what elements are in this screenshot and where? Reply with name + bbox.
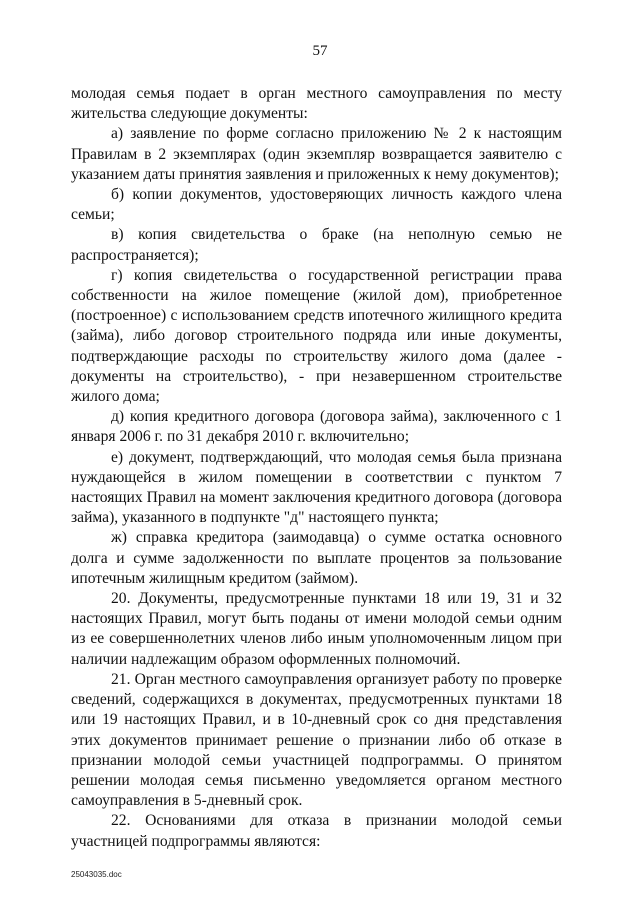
paragraph-item-d: д) копия кредитного договора (договора займа), заключенного с 1 января 2006 г. по 31 декабря 2010 г. включительно;	[71, 408, 562, 446]
paragraph-intro: молодая семья подает в орган местного самоуправления по месту жительства следующие документы:	[71, 85, 562, 123]
paragraph-item-e: е) документ, подтверждающий, что молодая семья была признана нуждающейся в жилом помещении в соответствии с пунктом 7 настоящих Правил на момент заключения кредитного договора (договора займа), указанного в подпункте "д" настоящего пункта;	[71, 448, 562, 527]
paragraph-item-b: б) копии документов, удостоверяющих личность каждого члена семьи;	[71, 186, 562, 224]
paragraph-clause-20: 20. Документы, предусмотренные пунктами 18 или 19, 31 и 32 настоящих Правил, могут быть поданы от имени молодой семьи одним из ее совершеннолетних членов либо иным уполномоченным лицом при наличии надлежащим образом оформленных полномочий.	[71, 590, 562, 668]
paragraph-item-g: г) копия свидетельства о государственной регистрации права собственности на жилое помещение (жилой дом), приобретенное (построенное) с использованием средств ипотечного жилищного кредита (займа), либо договор строительного подряда или иные документы, подтверждающие расходы по строительству жилого дома (далее - документы на строительство), - при незавершенном строительстве жилого дома;	[71, 266, 562, 406]
page-number: 57	[312, 43, 328, 59]
document-body	[71, 84, 562, 852]
footer-file-code: 25043035.doc	[71, 870, 122, 879]
paragraph-clause-21: 21. Орган местного самоуправления организует работу по проверке сведений, содержащихся в документах, предусмотренных пунктами 18 или 19 настоящих Правил, и в 10-дневный срок со дня представления этих документов принимает решение о признании либо об отказе в признании молодой семьи участницей подпрограммы. О принятом решении молодая семья письменно уведомляется органом местного самоуправления в 5-дневный срок.	[71, 670, 562, 810]
paragraph-clause-22: 22. Основаниями для отказа в признании молодой семьи участницей подпрограммы являются:	[71, 812, 562, 850]
paragraph-item-v: в) копия свидетельства о браке (на неполную семью не распространяется);	[71, 226, 562, 264]
paragraph-item-zh: ж) справка кредитора (заимодавца) о сумме остатка основного долга и сумме задолженности по выплате процентов за пользование ипотечным жилищным кредитом (займом).	[71, 529, 562, 587]
paragraph-item-a: а) заявление по форме согласно приложению № 2 к настоящим Правилам в 2 экземплярах (один экземпляр возвращается заявителю с указанием даты принятия заявления и приложенных к нему документов);	[71, 125, 562, 183]
